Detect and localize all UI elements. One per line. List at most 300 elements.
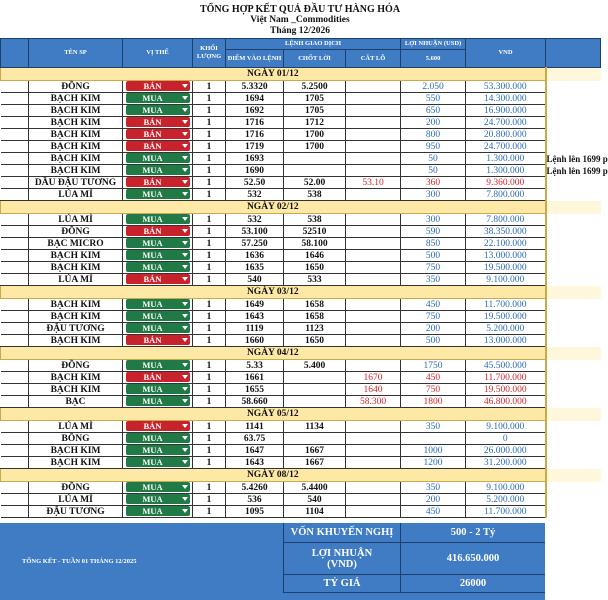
profit-vnd: 19.500.000 xyxy=(466,384,546,396)
stop-loss xyxy=(346,299,401,311)
profit-vnd: 5.200.000 xyxy=(466,323,546,335)
product-name: BẠCH KIM xyxy=(29,93,123,105)
stop-loss xyxy=(346,250,401,262)
stop-loss xyxy=(346,433,401,445)
table-row xyxy=(1,141,601,153)
volume: 1 xyxy=(193,372,226,384)
entry-price: 1693 xyxy=(226,153,284,165)
chevron-down-icon xyxy=(182,96,188,100)
row-blank xyxy=(1,360,29,372)
stop-loss: 1640 xyxy=(346,384,401,396)
summary-label: TỔNG KẾT - TUẦN 01 THÁNG 12/2025 xyxy=(22,558,137,565)
position-label: BÁN xyxy=(143,335,162,345)
stop-loss xyxy=(346,445,401,457)
row-blank xyxy=(1,105,29,117)
row-blank xyxy=(1,250,29,262)
table-row xyxy=(1,372,601,384)
volume: 1 xyxy=(193,93,226,105)
profit-vnd: 26.000.000 xyxy=(466,445,546,457)
profit-usd: 200 xyxy=(401,494,466,506)
product-name: DẦU ĐẬU TƯƠNG xyxy=(29,177,123,189)
volume: 1 xyxy=(193,299,226,311)
volume: 1 xyxy=(193,250,226,262)
profit-vnd: 7.800.000 xyxy=(466,189,546,201)
note xyxy=(546,445,601,457)
note: Lệnh lên 1699 p xyxy=(546,165,608,176)
position-cell xyxy=(123,250,193,262)
entry-price: 532 xyxy=(226,214,284,226)
take-profit: 1667 xyxy=(284,445,346,457)
position-dropdown[interactable] xyxy=(126,482,190,492)
product-name: BẠCH KIM xyxy=(29,262,123,274)
chevron-down-icon xyxy=(182,436,188,440)
chevron-down-icon xyxy=(182,387,188,391)
position-dropdown[interactable] xyxy=(126,226,190,236)
product-name: BẠCH KIM xyxy=(29,311,123,323)
table-row xyxy=(1,433,601,445)
table-row xyxy=(1,214,601,226)
position-dropdown[interactable] xyxy=(126,311,190,321)
entry-price: 52.50 xyxy=(226,177,284,189)
note xyxy=(546,494,601,506)
entry-price: 57.250 xyxy=(226,238,284,250)
entry-price: 63.75 xyxy=(226,433,284,445)
note xyxy=(546,105,601,117)
note-cell xyxy=(546,201,601,214)
stop-loss xyxy=(346,238,401,250)
stop-loss: 1670 xyxy=(346,372,401,384)
profit-usd: 500 xyxy=(401,335,466,347)
profit-usd: 590 xyxy=(401,226,466,238)
volume: 1 xyxy=(193,323,226,335)
product-name: BẠCH KIM xyxy=(29,384,123,396)
position-label: MUA xyxy=(142,457,163,467)
row-blank xyxy=(1,457,29,469)
volume: 1 xyxy=(193,396,226,408)
position-label: MUA xyxy=(142,311,163,321)
position-label: BÁN xyxy=(143,129,162,139)
profit-usd: 750 xyxy=(401,384,466,396)
entry-price: 1095 xyxy=(226,506,284,518)
note xyxy=(546,177,601,189)
row-blank xyxy=(1,129,29,141)
table-row xyxy=(1,494,601,506)
table-row xyxy=(1,445,601,457)
position-dropdown[interactable] xyxy=(126,81,190,91)
entry-price: 1719 xyxy=(226,141,284,153)
profit-vnd: 11.700.000 xyxy=(466,299,546,311)
table-row xyxy=(1,105,601,117)
profit-vnd: 19.500.000 xyxy=(466,262,546,274)
position-dropdown[interactable] xyxy=(126,250,190,260)
table-row xyxy=(1,335,601,347)
position-dropdown[interactable] xyxy=(126,445,190,455)
volume: 1 xyxy=(193,214,226,226)
entry-price: 1636 xyxy=(226,250,284,262)
product-name: ĐẬU TƯƠNG xyxy=(29,506,123,518)
entry-price: 1655 xyxy=(226,384,284,396)
position-cell xyxy=(123,482,193,494)
stop-loss xyxy=(346,335,401,347)
product-name: BẠCH KIM xyxy=(29,457,123,469)
day-label: NGÀY 08/12 xyxy=(1,469,546,482)
take-profit xyxy=(284,433,346,445)
take-profit: 538 xyxy=(284,189,346,201)
position-label: MUA xyxy=(142,506,163,516)
position-cell xyxy=(123,433,193,445)
note: Lệnh lên 1699 p xyxy=(546,153,608,164)
profit-usd: 300 xyxy=(401,214,466,226)
header-vnd: VND xyxy=(466,39,546,68)
table-row xyxy=(1,262,601,274)
day-header-row xyxy=(1,469,601,482)
position-dropdown[interactable] xyxy=(126,494,190,504)
position-dropdown[interactable] xyxy=(126,360,190,370)
entry-price: 1643 xyxy=(226,311,284,323)
take-profit: 1658 xyxy=(284,311,346,323)
note xyxy=(546,506,601,518)
position-label: MUA xyxy=(142,433,163,443)
volume: 1 xyxy=(193,506,226,518)
product-name: BẠCH KIM xyxy=(29,372,123,384)
position-dropdown[interactable] xyxy=(126,117,190,127)
take-profit: 1134 xyxy=(284,421,346,433)
note xyxy=(546,360,601,372)
position-dropdown[interactable] xyxy=(126,93,190,103)
chevron-down-icon xyxy=(182,265,188,269)
take-profit: 5.2500 xyxy=(284,81,346,93)
profit-usd: 850 xyxy=(401,238,466,250)
product-name: BẠCH KIM xyxy=(29,445,123,457)
position-cell xyxy=(123,93,193,105)
day-header-row xyxy=(1,201,601,214)
entry-price: 5.33 xyxy=(226,360,284,372)
position-dropdown[interactable] xyxy=(126,129,190,139)
header-name: TÊN SP xyxy=(29,39,123,68)
take-profit: 58.100 xyxy=(284,238,346,250)
volume: 1 xyxy=(193,494,226,506)
profit-label: LỢI NHUẬN (VND) xyxy=(284,543,401,574)
day-header-row xyxy=(1,347,601,360)
profit-vnd: 13.000.000 xyxy=(466,250,546,262)
day-label: NGÀY 02/12 xyxy=(1,201,546,214)
profit-usd: 200 xyxy=(401,117,466,129)
position-label: MUA xyxy=(142,250,163,260)
product-name: ĐẬU TƯƠNG xyxy=(29,323,123,335)
note xyxy=(546,129,601,141)
volume: 1 xyxy=(193,311,226,323)
header-volume: KHỐI LƯỢNG xyxy=(193,39,226,68)
product-name: BẠC xyxy=(29,396,123,408)
volume: 1 xyxy=(193,117,226,129)
profit-value: 416.650.000 xyxy=(446,553,500,564)
entry-price: 1694 xyxy=(226,93,284,105)
profit-vnd: 7.800.000 xyxy=(466,214,546,226)
chevron-down-icon xyxy=(182,253,188,257)
table-row xyxy=(1,93,601,105)
take-profit: 1658 xyxy=(284,299,346,311)
product-name: BẠCH KIM xyxy=(29,299,123,311)
row-blank xyxy=(1,117,29,129)
position-label: MUA xyxy=(142,494,163,504)
note xyxy=(546,482,601,494)
volume: 1 xyxy=(193,262,226,274)
row-blank xyxy=(1,274,29,286)
position-label: BÁN xyxy=(143,421,162,431)
row-blank xyxy=(1,384,29,396)
note xyxy=(546,335,601,347)
entry-price: 1647 xyxy=(226,445,284,457)
chevron-down-icon xyxy=(182,338,188,342)
position-dropdown[interactable] xyxy=(126,105,190,115)
position-cell xyxy=(123,396,193,408)
day-header-row xyxy=(1,408,601,421)
take-profit xyxy=(284,372,346,384)
position-label: MUA xyxy=(142,189,163,199)
note xyxy=(546,421,601,433)
position-dropdown[interactable] xyxy=(126,238,190,248)
stop-loss xyxy=(346,262,401,274)
profit-vnd: 0 xyxy=(466,433,546,445)
profit-usd: 1000 xyxy=(401,445,466,457)
position-label: MUA xyxy=(142,153,163,163)
chevron-down-icon xyxy=(182,277,188,281)
profit-usd: 350 xyxy=(401,274,466,286)
entry-price: 53.100 xyxy=(226,226,284,238)
profit-usd: 650 xyxy=(401,105,466,117)
note xyxy=(546,372,601,384)
profit-usd: 50 xyxy=(401,153,466,165)
position-label: MUA xyxy=(142,93,163,103)
day-label: NGÀY 05/12 xyxy=(1,408,546,421)
entry-price: 1660 xyxy=(226,335,284,347)
note xyxy=(546,189,601,201)
position-label: MUA xyxy=(142,238,163,248)
position-dropdown[interactable] xyxy=(126,372,190,382)
stop-loss: 58.300 xyxy=(346,396,401,408)
position-cell xyxy=(123,360,193,372)
position-dropdown[interactable] xyxy=(126,262,190,272)
row-blank xyxy=(1,81,29,93)
row-blank xyxy=(1,311,29,323)
product-name: ĐỒNG xyxy=(29,360,123,372)
profit-usd: 200 xyxy=(401,323,466,335)
title-main: TỔNG HỢP KẾT QUẢ ĐẦU TƯ HÀNG HÓA xyxy=(199,4,401,15)
stop-loss xyxy=(346,129,401,141)
day-label: NGÀY 03/12 xyxy=(1,286,546,299)
note xyxy=(546,250,601,262)
position-dropdown[interactable] xyxy=(126,335,190,345)
stop-loss xyxy=(346,117,401,129)
note-cell xyxy=(546,347,601,360)
take-profit xyxy=(284,384,346,396)
stop-loss xyxy=(346,457,401,469)
profit-usd: 50 xyxy=(401,165,466,177)
profit-vnd: 24.700.000 xyxy=(466,117,546,129)
entry-price: 1690 xyxy=(226,165,284,177)
chevron-down-icon xyxy=(182,84,188,88)
volume: 1 xyxy=(193,81,226,93)
product-name: LÚA MÌ xyxy=(29,274,123,286)
header-rate: 5.600 xyxy=(401,50,466,68)
chevron-down-icon xyxy=(182,241,188,245)
header-stop-loss: CẮT LỖ xyxy=(346,50,401,68)
position-dropdown[interactable] xyxy=(126,433,190,443)
position-cell xyxy=(123,141,193,153)
position-cell xyxy=(123,189,193,201)
profit-usd: 450 xyxy=(401,299,466,311)
take-profit: 1650 xyxy=(284,335,346,347)
take-profit xyxy=(284,153,346,165)
row-blank xyxy=(1,189,29,201)
stop-loss xyxy=(346,153,401,165)
entry-price: 1692 xyxy=(226,105,284,117)
position-dropdown[interactable] xyxy=(126,165,190,175)
position-dropdown[interactable] xyxy=(126,141,190,151)
take-profit: 1700 xyxy=(284,141,346,153)
row-blank xyxy=(1,506,29,518)
position-label: BÁN xyxy=(143,372,162,382)
table-row xyxy=(1,506,601,518)
row-blank xyxy=(1,238,29,250)
profit-vnd: 14.300.000 xyxy=(466,93,546,105)
row-blank xyxy=(1,433,29,445)
profit-usd: 360 xyxy=(401,177,466,189)
chevron-down-icon xyxy=(182,144,188,148)
note xyxy=(546,384,601,396)
take-profit: 1104 xyxy=(284,506,346,518)
position-dropdown[interactable] xyxy=(126,189,190,199)
row-blank xyxy=(1,214,29,226)
profit-usd: 750 xyxy=(401,262,466,274)
header-position: VỊ THẾ xyxy=(123,39,193,68)
entry-price: 5.3320 xyxy=(226,81,284,93)
profit-vnd: 1.300.000 xyxy=(466,153,546,165)
chevron-down-icon xyxy=(182,363,188,367)
stop-loss xyxy=(346,93,401,105)
volume: 1 xyxy=(193,177,226,189)
profit-usd: 1200 xyxy=(401,457,466,469)
day-label: NGÀY 04/12 xyxy=(1,347,546,360)
position-cell xyxy=(123,323,193,335)
note xyxy=(546,457,601,469)
take-profit xyxy=(284,396,346,408)
note xyxy=(546,93,601,105)
table-row xyxy=(1,81,601,93)
profit-vnd: 9.100.000 xyxy=(466,482,546,494)
position-dropdown[interactable] xyxy=(126,177,190,187)
profit-vnd: 24.700.000 xyxy=(466,141,546,153)
position-cell xyxy=(123,177,193,189)
position-dropdown[interactable] xyxy=(126,457,190,467)
row-blank xyxy=(1,153,29,165)
position-cell xyxy=(123,238,193,250)
entry-price: 532 xyxy=(226,189,284,201)
position-cell xyxy=(123,384,193,396)
chevron-down-icon xyxy=(182,217,188,221)
position-cell xyxy=(123,299,193,311)
table-row xyxy=(1,117,601,129)
note xyxy=(546,311,601,323)
position-cell xyxy=(123,311,193,323)
volume: 1 xyxy=(193,105,226,117)
chevron-down-icon xyxy=(182,132,188,136)
chevron-down-icon xyxy=(182,229,188,233)
volume: 1 xyxy=(193,129,226,141)
stop-loss xyxy=(346,226,401,238)
profit-vnd: 9.100.000 xyxy=(466,421,546,433)
take-profit: 1712 xyxy=(284,117,346,129)
position-label: BÁN xyxy=(143,81,162,91)
row-blank xyxy=(1,396,29,408)
position-cell xyxy=(123,226,193,238)
position-dropdown[interactable] xyxy=(126,506,190,516)
position-cell xyxy=(123,129,193,141)
take-profit: 533 xyxy=(284,274,346,286)
take-profit: 1646 xyxy=(284,250,346,262)
row-blank xyxy=(1,372,29,384)
table-row xyxy=(1,482,601,494)
position-label: MUA xyxy=(142,445,163,455)
row-blank xyxy=(1,335,29,347)
header-blank xyxy=(1,39,29,68)
volume: 1 xyxy=(193,482,226,494)
volume: 1 xyxy=(193,445,226,457)
volume: 1 xyxy=(193,141,226,153)
take-profit: 5.400 xyxy=(284,360,346,372)
table-row xyxy=(1,177,601,189)
product-name: ĐỒNG xyxy=(29,482,123,494)
entry-price: 58.660 xyxy=(226,396,284,408)
chevron-down-icon xyxy=(182,448,188,452)
entry-price: 1141 xyxy=(226,421,284,433)
note xyxy=(546,214,601,226)
position-label: MUA xyxy=(142,299,163,309)
product-name: BẠCH KIM xyxy=(29,335,123,347)
position-dropdown[interactable] xyxy=(126,274,190,284)
note xyxy=(546,396,601,408)
profit-vnd: 45.500.000 xyxy=(466,360,546,372)
row-blank xyxy=(1,141,29,153)
position-dropdown[interactable] xyxy=(126,384,190,394)
position-cell xyxy=(123,372,193,384)
note xyxy=(546,262,601,274)
stop-loss xyxy=(346,274,401,286)
position-cell xyxy=(123,457,193,469)
chevron-down-icon xyxy=(182,326,188,330)
position-label: BÁN xyxy=(143,177,162,187)
position-cell xyxy=(123,445,193,457)
take-profit: 540 xyxy=(284,494,346,506)
row-blank xyxy=(1,93,29,105)
take-profit xyxy=(284,165,346,177)
take-profit: 1650 xyxy=(284,262,346,274)
position-dropdown[interactable] xyxy=(126,323,190,333)
position-dropdown[interactable] xyxy=(126,299,190,309)
note xyxy=(546,81,601,93)
stop-loss xyxy=(346,165,401,177)
entry-price: 1649 xyxy=(226,299,284,311)
row-blank xyxy=(1,494,29,506)
position-dropdown[interactable] xyxy=(126,421,190,431)
volume: 1 xyxy=(193,189,226,201)
entry-price: 540 xyxy=(226,274,284,286)
take-profit: 52.00 xyxy=(284,177,346,189)
position-dropdown[interactable] xyxy=(126,214,190,224)
position-dropdown[interactable] xyxy=(126,396,190,406)
position-dropdown[interactable] xyxy=(126,153,190,163)
take-profit: 52510 xyxy=(284,226,346,238)
